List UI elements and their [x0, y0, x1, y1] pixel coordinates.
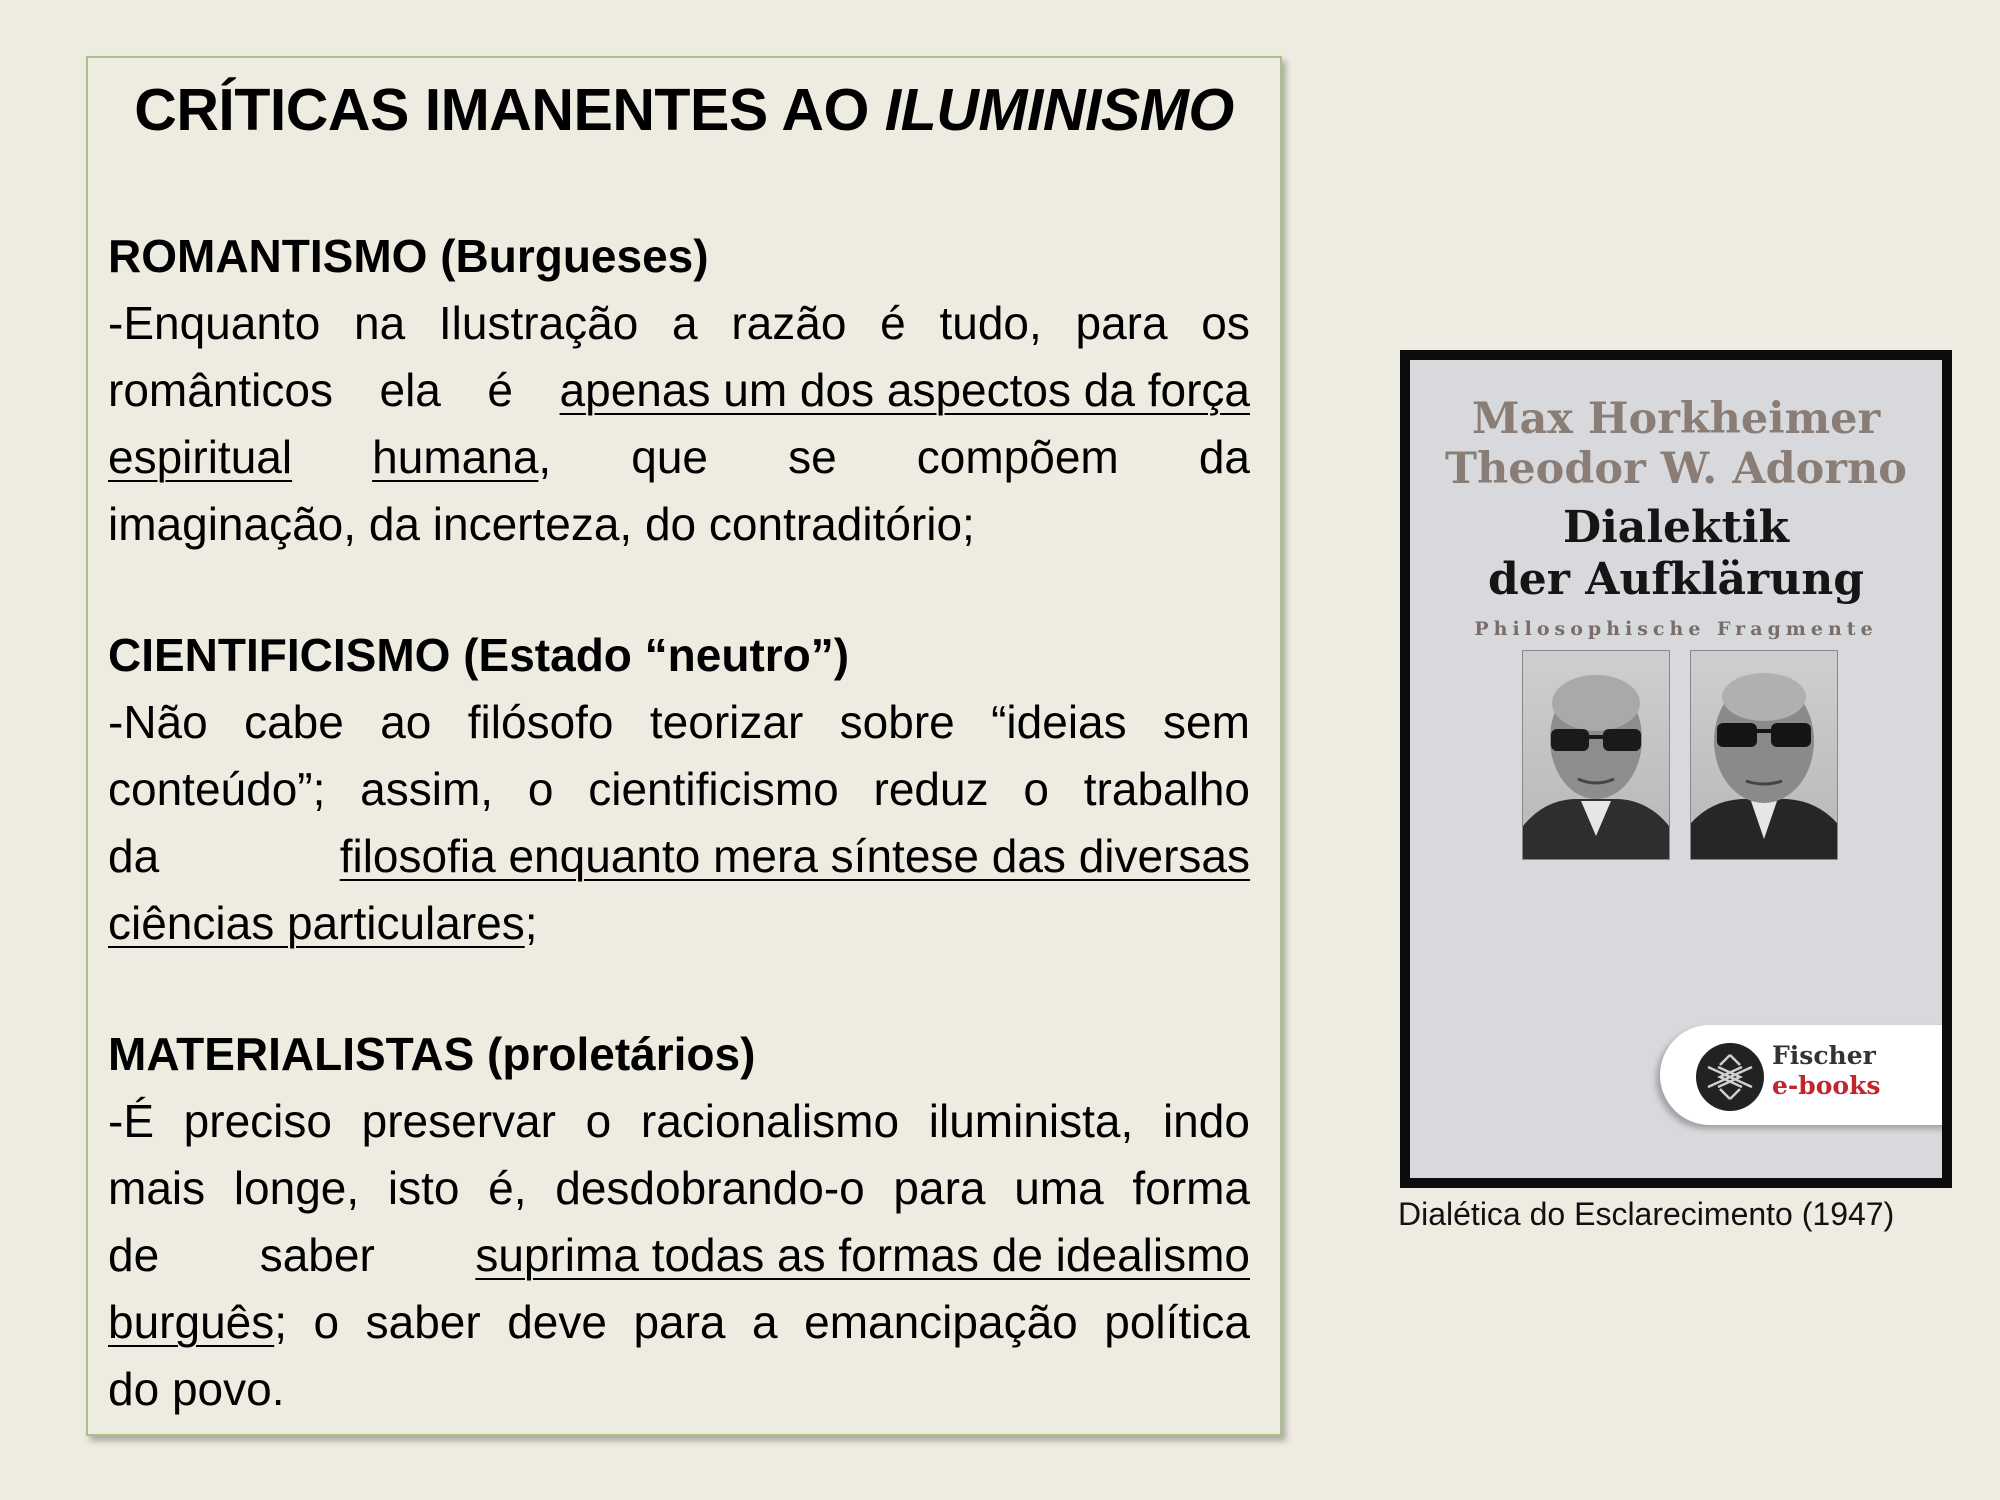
body-text: emancipação	[804, 1296, 1078, 1348]
underlined-text: suprima todas as formas de idealismo	[475, 1229, 1250, 1281]
body-text: se	[788, 431, 837, 483]
body-text: “ideias	[991, 696, 1127, 748]
body-line	[108, 823, 1250, 890]
body-text: política	[1104, 1296, 1250, 1348]
body-word	[560, 357, 1250, 424]
body-word	[991, 689, 1127, 756]
underlined-text: humana	[372, 431, 539, 483]
body-word	[586, 1088, 612, 1155]
body-text: longe,	[233, 1162, 360, 1214]
body-line	[108, 1088, 1250, 1155]
section-heading: MATERIALISTAS (proletários)	[108, 1028, 756, 1080]
body-word	[1163, 1088, 1250, 1155]
body-word	[108, 290, 320, 357]
body-word	[184, 1088, 332, 1155]
body-line	[108, 1222, 1250, 1289]
text-panel	[86, 56, 1282, 1436]
body-text: do povo.	[108, 1363, 285, 1415]
body-line	[108, 689, 1250, 756]
body-word	[939, 290, 1041, 357]
body-text: teorizar	[649, 696, 804, 748]
body-word	[631, 424, 708, 491]
underlined-text: burguês	[108, 1296, 275, 1348]
body-text: para	[633, 1296, 726, 1348]
portrait-horkheimer	[1522, 650, 1670, 860]
body-text: cientificismo	[588, 763, 839, 815]
body-line	[108, 491, 1250, 558]
body-line	[108, 756, 1250, 823]
fischer-logo-icon	[1696, 1043, 1764, 1111]
body-text: românticos	[108, 364, 333, 416]
body-text: saber	[365, 1296, 481, 1348]
body-word	[108, 424, 292, 491]
body-word	[1084, 756, 1250, 823]
book-subtitle: Philosophische Fragmente	[1474, 618, 1878, 640]
body-word	[380, 689, 431, 756]
body-word	[108, 1088, 154, 1155]
body-text: imaginação, da incerteza, do contraditório;	[108, 498, 975, 550]
body-text: iluminista,	[928, 1095, 1134, 1147]
body-text: o	[313, 1296, 340, 1348]
body-text: reduz	[873, 763, 989, 815]
underlined-text: apenas um dos aspectos da força	[559, 364, 1250, 416]
body-text: Ilustração	[438, 297, 639, 349]
body-word	[260, 1222, 375, 1289]
body-text: racionalismo	[640, 1095, 900, 1147]
body-word	[108, 823, 159, 890]
body-text: filósofo	[467, 696, 614, 748]
body-word	[874, 756, 989, 823]
body-text: trabalho	[1083, 763, 1250, 815]
body-text: o	[585, 1095, 612, 1147]
section-heading: ROMANTISMO (Burgueses)	[108, 230, 709, 282]
body-text: saber	[259, 1229, 375, 1281]
body-word	[1104, 1289, 1250, 1356]
body-text: cabe	[244, 696, 344, 748]
body-word	[468, 689, 614, 756]
body-text: para	[893, 1162, 986, 1214]
body-word	[788, 424, 837, 491]
body-word	[1076, 290, 1168, 357]
underlined-text: espiritual	[108, 431, 293, 483]
publisher-label: e-books	[1772, 1071, 1881, 1100]
section-body	[108, 1088, 1250, 1423]
body-text: na	[354, 297, 406, 349]
body-text: razão	[731, 297, 847, 349]
body-text: que	[631, 431, 709, 483]
body-word	[108, 491, 975, 558]
body-text: o	[1023, 763, 1049, 815]
body-text: é	[880, 297, 906, 349]
section-body	[108, 290, 1250, 558]
punctuation: ;	[274, 1296, 288, 1348]
body-word	[314, 1289, 340, 1356]
image-caption: Dialética do Esclarecimento (1947)	[1398, 1196, 1895, 1232]
body-word	[555, 1155, 864, 1222]
body-text: da	[1198, 431, 1250, 483]
punctuation: ;	[524, 897, 538, 949]
slide-title-text: CRÍTICAS IMANENTES AO	[134, 77, 885, 143]
body-line	[108, 1356, 1250, 1423]
body-word	[588, 756, 839, 823]
section-heading: CIENTIFICISMO (Estado “neutro”)	[108, 629, 850, 681]
body-word	[354, 290, 405, 357]
publisher-name: Fischer	[1772, 1041, 1876, 1070]
underlined-text: ciências particulares	[108, 897, 525, 949]
body-word	[234, 1155, 359, 1222]
body-word	[388, 1155, 460, 1222]
body-word	[840, 689, 955, 756]
body-text: o	[527, 763, 554, 815]
body-word	[108, 689, 208, 756]
body-text: deve	[507, 1296, 607, 1348]
body-word	[487, 357, 513, 424]
body-text: forma	[1132, 1162, 1250, 1214]
body-word	[108, 890, 538, 957]
body-word	[804, 1289, 1078, 1356]
section-materialistas	[108, 1021, 1250, 1423]
body-word	[340, 823, 1250, 890]
body-word	[507, 1289, 607, 1356]
body-text: preciso	[183, 1095, 332, 1147]
body-text: ela	[379, 364, 441, 416]
body-text: de	[108, 1229, 160, 1281]
body-word	[641, 1088, 899, 1155]
body-word	[475, 1222, 1250, 1289]
body-text: conteúdo”;	[108, 763, 326, 815]
book-author-2: Theodor W. Adorno	[1445, 444, 1907, 494]
body-word	[880, 290, 906, 357]
body-text: da	[108, 830, 160, 882]
body-word	[244, 689, 344, 756]
body-word	[917, 424, 1119, 491]
portrait-adorno	[1690, 650, 1838, 860]
body-line	[108, 357, 1250, 424]
body-word	[731, 290, 846, 357]
section-cientificismo	[108, 622, 1250, 957]
body-line	[108, 890, 1250, 957]
body-text: tudo,	[939, 297, 1042, 349]
body-word	[108, 1289, 287, 1356]
body-word	[108, 1222, 159, 1289]
body-word	[108, 357, 333, 424]
body-text: uma	[1014, 1162, 1104, 1214]
body-word	[372, 424, 551, 491]
body-text: é	[487, 364, 514, 416]
body-text: preservar	[361, 1095, 556, 1147]
body-line	[108, 290, 1250, 357]
body-word	[439, 290, 638, 357]
body-text: indo	[1162, 1095, 1250, 1147]
book-title-line-2: der Aufklärung	[1488, 554, 1864, 605]
body-text: -Enquanto	[108, 297, 321, 349]
book-cover	[1410, 360, 1942, 1178]
body-word	[929, 1088, 1134, 1155]
body-line	[108, 1289, 1250, 1356]
body-text: assim,	[360, 763, 494, 815]
body-word	[362, 1088, 556, 1155]
body-text: desdobrando-o	[555, 1162, 865, 1214]
body-word	[752, 1289, 778, 1356]
body-word	[1023, 756, 1049, 823]
body-text: os	[1201, 297, 1250, 349]
body-word	[1014, 1155, 1103, 1222]
book-title-line-1: Dialektik	[1562, 502, 1790, 553]
section-romantismo	[108, 223, 1250, 558]
body-word	[380, 357, 441, 424]
body-text: isto	[387, 1162, 460, 1214]
body-text: sem	[1163, 696, 1250, 748]
body-word	[1163, 689, 1250, 756]
underlined-text: filosofia enquanto mera síntese das diversas	[339, 830, 1250, 882]
body-word	[360, 756, 493, 823]
body-word	[633, 1289, 725, 1356]
body-line	[108, 1155, 1250, 1222]
slide-title	[88, 76, 1280, 144]
body-text: a	[672, 297, 698, 349]
body-word	[528, 756, 554, 823]
body-text: -É	[108, 1095, 154, 1147]
body-word	[650, 689, 803, 756]
body-word	[108, 1356, 284, 1423]
body-word	[672, 290, 698, 357]
body-word	[366, 1289, 481, 1356]
body-word	[108, 756, 325, 823]
body-text: é,	[488, 1162, 527, 1214]
body-text: sobre	[839, 696, 955, 748]
book-author-1: Max Horkheimer	[1471, 394, 1881, 444]
body-text: ao	[380, 696, 432, 748]
book-cover-image	[1400, 350, 1952, 1188]
body-word	[108, 1155, 205, 1222]
body-text: para	[1075, 297, 1168, 349]
body-word	[893, 1155, 985, 1222]
body-text: a	[752, 1296, 778, 1348]
body-text: compõem	[916, 431, 1119, 483]
body-word	[488, 1155, 526, 1222]
body-text: -Não	[108, 696, 208, 748]
slide-title-italic: ILUMINISMO	[884, 77, 1234, 143]
body-word	[1199, 424, 1250, 491]
body-word	[1132, 1155, 1250, 1222]
body-line	[108, 424, 1250, 491]
body-text: mais	[108, 1162, 206, 1214]
section-body	[108, 689, 1250, 957]
punctuation: ,	[538, 431, 552, 483]
body-word	[1201, 290, 1250, 357]
publisher-badge	[1660, 1025, 1942, 1125]
